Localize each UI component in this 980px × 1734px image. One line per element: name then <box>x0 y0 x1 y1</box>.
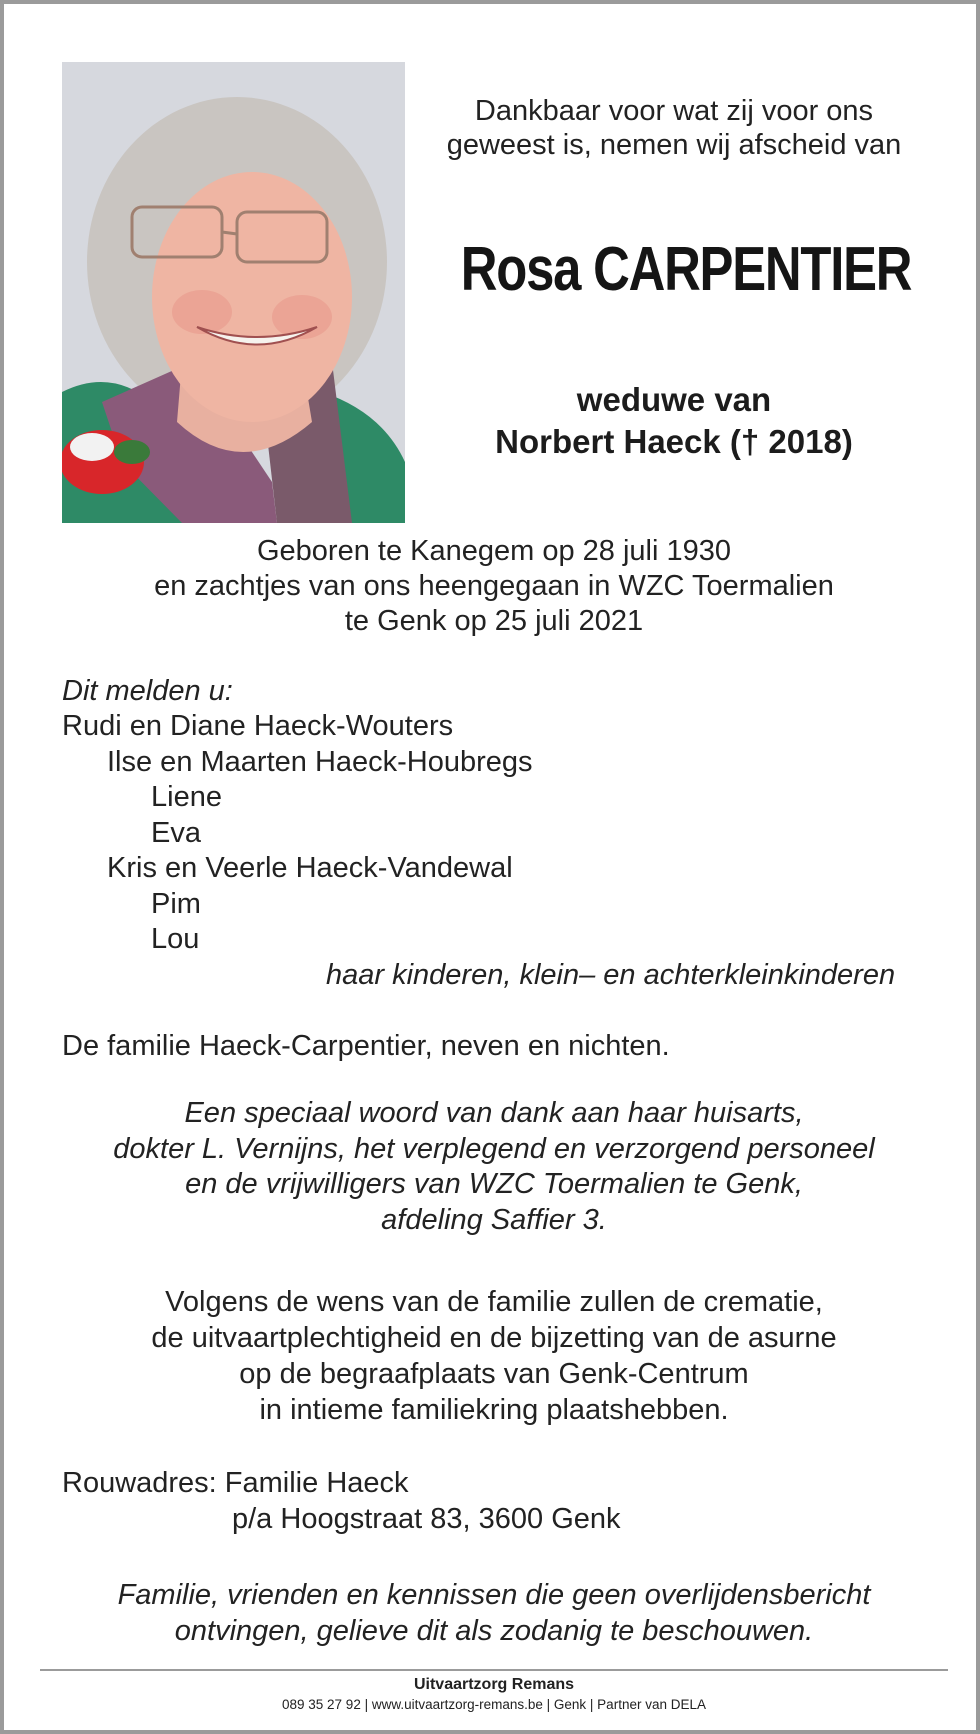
closing-line-2: ontvingen, gelieve dit als zodanig te beschouwen. <box>174 1614 814 1647</box>
wish-line-4: in intieme familiekring plaatshebben. <box>259 1394 729 1426</box>
funeral-home-name: Uitvaartzorg Remans <box>413 1676 575 1693</box>
thanks-line-2: dokter L. Vernijns, het verplegend en verzorgend personeel <box>113 1132 875 1165</box>
closing-note <box>44 1578 944 1649</box>
family-member: Kris en Veerle Haeck-Vandewal <box>107 852 513 884</box>
funeral-wish-text <box>44 1284 944 1428</box>
family-member: Rudi en Diane Haeck-Wouters <box>62 710 454 742</box>
family-member: Eva <box>151 817 201 849</box>
intro-text <box>414 94 934 162</box>
mourning-address-street: p/a Hoogstraat 83, 3600 Genk <box>232 1503 621 1535</box>
footer-divider <box>40 1669 948 1671</box>
portrait-photo <box>62 62 405 523</box>
birth-line-3: te Genk op 25 juli 2021 <box>344 605 644 637</box>
birth-death-text <box>44 534 944 639</box>
thanks-line-4: afdeling Saffier 3. <box>381 1203 607 1236</box>
deceased-name: Rosa CARPENTIER <box>460 235 912 304</box>
family-member: Lou <box>151 923 200 955</box>
intro-line-2: geweest is, nemen wij afscheid van <box>446 129 902 161</box>
thanks-line-1: Een speciaal woord van dank aan haar huisarts, <box>184 1097 804 1129</box>
widow-of <box>414 379 934 463</box>
birth-line-1: Geboren te Kanegem op 28 juli 1930 <box>256 535 731 567</box>
wish-line-1: Volgens de wens van de familie zullen de crematie, <box>165 1286 823 1318</box>
extended-family: De familie Haeck-Carpentier, neven en nichten. <box>62 1030 670 1062</box>
family-relation: haar kinderen, klein– en achterkleinkinderen <box>326 959 896 991</box>
family-intro: Dit melden u: <box>62 675 233 707</box>
mourning-address-label: Rouwadres: Familie Haeck <box>62 1467 409 1499</box>
wish-line-2: de uitvaartplechtigheid en de bijzetting van de asurne <box>151 1322 837 1354</box>
birth-line-2: en zachtjes van ons heengegaan in WZC Toermalien <box>154 570 834 602</box>
widow-line-1: weduwe van <box>576 381 772 418</box>
intro-line-1: Dankbaar voor wat zij voor ons <box>474 95 874 127</box>
wish-line-3: op de begraafplaats van Genk-Centrum <box>239 1358 749 1390</box>
family-member: Ilse en Maarten Haeck-Houbregs <box>107 746 533 778</box>
funeral-home-info: 089 35 27 92 | www.uitvaartzorg-remans.be | Genk | Partner van DELA <box>282 1697 706 1712</box>
family-member: Liene <box>151 781 222 813</box>
closing-line-1: Familie, vrienden en kennissen die geen overlijdensbericht <box>117 1579 871 1611</box>
thanks-line-3: en de vrijwilligers van WZC Toermalien te Genk, <box>185 1168 803 1200</box>
family-member: Pim <box>151 888 201 920</box>
widow-line-2: Norbert Haeck († 2018) <box>495 423 853 460</box>
thanks-text <box>44 1096 944 1238</box>
